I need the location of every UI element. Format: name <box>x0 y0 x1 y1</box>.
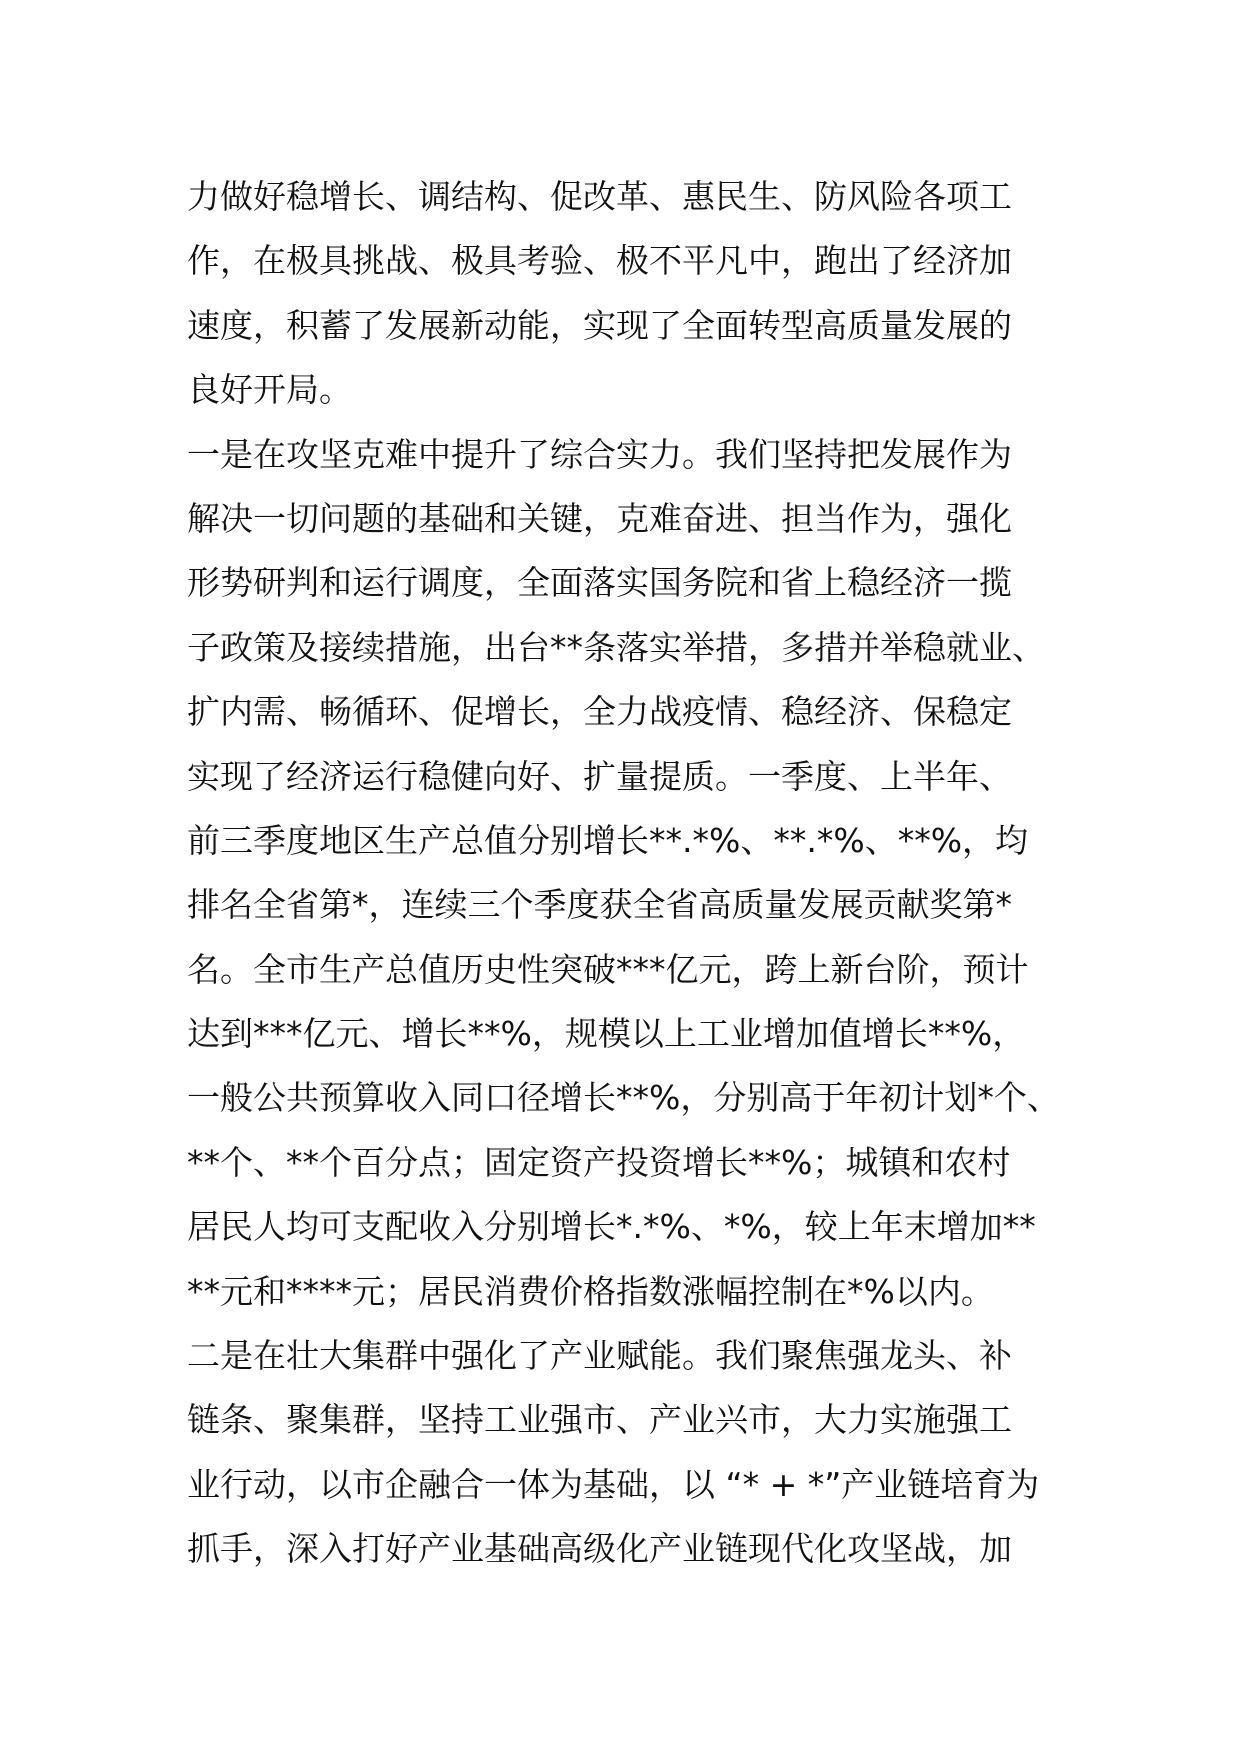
text-line: 一般公共预算收入同口径增长**%，分别高于年初计划*个、 <box>187 1078 1060 1118</box>
text-line: 解决一切问题的基础和关键，克难奋进、担当作为，强化 <box>187 498 1012 538</box>
text-line: 业行动，以市企融合一体为基础，以 “* + *”产业链培育为 <box>187 1464 1040 1504</box>
text-line: 作，在极具挑战、极具考验、极不平凡中，跑出了经济加 <box>187 241 1012 281</box>
text-line: **元和****元；居民消费价格指数涨幅控制在*%以内。 <box>187 1271 994 1311</box>
text-line: 速度，积蓄了发展新动能，实现了全面转型高质量发展的 <box>187 305 1012 345</box>
text-line: 实现了经济运行稳健向好、扩量提质。一季度、上半年、 <box>187 756 1012 796</box>
body-text <box>187 165 1067 1582</box>
text-line: 抓手，深入打好产业基础高级化产业链现代化攻坚战，加 <box>187 1529 1012 1569</box>
text-line: 子政策及接续措施，出台**条落实举措，多措并举稳就业、 <box>187 627 1045 667</box>
text-line: 链条、聚集群，坚持工业强市、产业兴市，大力实施强工 <box>187 1400 1012 1440</box>
text-line: 力做好稳增长、调结构、促改革、惠民生、防风险各项工 <box>187 177 1012 216</box>
text-line: 形势研判和运行调度，全面落实国务院和省上稳经济一揽 <box>187 563 1012 603</box>
text-line: 排名全省第*，连续三个季度获全省高质量发展贡献奖第* <box>187 885 1012 925</box>
text-line: 前三季度地区生产总值分别增长**.*%、**.*%、**%，均 <box>187 820 1029 860</box>
text-line: 良好开局。 <box>187 370 352 410</box>
text-line: 二是在壮大集群中强化了产业赋能。我们聚焦强龙头、补 <box>187 1336 1012 1376</box>
text-line: 扩内需、畅循环、促增长，全力战疫情、稳经济、保稳定 <box>187 692 1012 732</box>
text-line: 居民人均可支配收入分别增长*.*%、*%，较上年末增加** <box>187 1207 1036 1247</box>
text-line: 名。全市生产总值历史性突破***亿元，跨上新台阶，预计 <box>187 949 1029 989</box>
text-line: **个、**个百分点；固定资产投资增长**%；城镇和农村 <box>187 1142 1011 1182</box>
text-line: 达到***亿元、增长**%，规模以上工业增加值增长**%， <box>187 1014 1026 1054</box>
text-line: 一是在攻坚克难中提升了综合实力。我们坚持把发展作为 <box>187 434 1012 474</box>
